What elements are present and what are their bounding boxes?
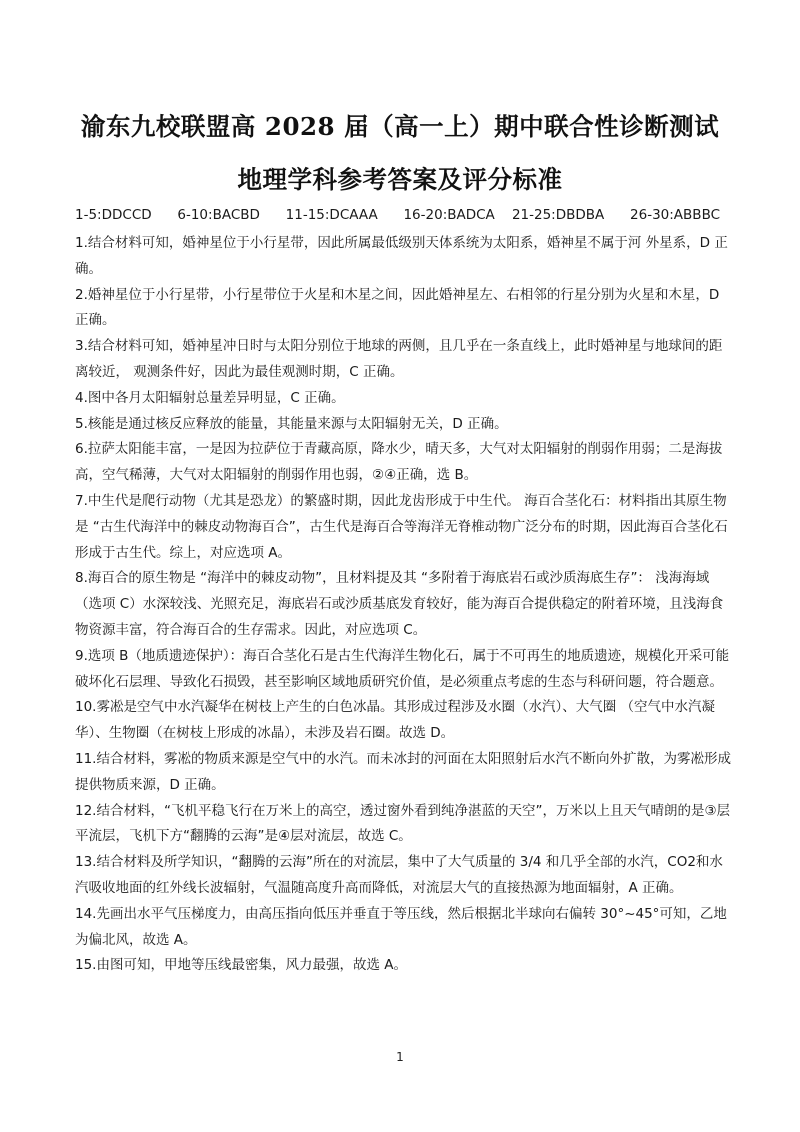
answer-key-line: 1-5:DDCCD 6-10:BACBD 11-15:DCAAA 16-20:BADCA 21-25:DBDBA 26-30:ABBBC: [75, 207, 721, 223]
document-title: 渝东九校联盟高 2028 届（高一上）期中联合性诊断测试: [80, 112, 720, 141]
explanation-paragraph: 7.中生代是爬行动物（尤其是恐龙）的繁盛时期，因此龙齿形成于中生代。 海百合茎化石：材料指出其原生物是 “古生代海洋中的棘皮动物海百合”，古生代是海百合等海洋无脊椎动物广泛分布的时期，因此海百合茎化石形成于古生代。综上，对应选项 A。: [75, 492, 728, 561]
explanation-paragraph: 14.先画出水平气压梯度力，由高压指向低压并垂直于等压线，然后根据北半球向右偏转 30°~45°可知，乙地为偏北风，故选 A。: [75, 905, 727, 948]
explanation-paragraph: 10.雾凇是空气中水汽凝华在树枝上产生的白色冰晶。其形成过程涉及水圈（水汽）、大气圈 （空气中水汽凝华）、生物圈（在树枝上形成的冰晶），未涉及岩石圈。故选 D。: [75, 699, 716, 742]
document-subtitle: 地理学科参考答案及评分标准: [237, 165, 563, 194]
explanation-paragraph: 8.海百合的原生物是 “海洋中的棘皮动物”，且材料提及其 “多附着于海底岩石或沙质海底生存”： 浅海海域（选项 C）水深较浅、光照充足，海底岩石或沙质基底发育较好，能为海百合提供稳定的附着环境，且浅海食物资源丰富，符合海百合的生存需求。因此，对应选项 C。: [75, 570, 724, 638]
page-number: 1: [396, 1050, 404, 1064]
explanation-paragraph: 11.结合材料，雾凇的物质来源是空气中的水汽。而未冰封的河面在太阳照射后水汽不断向外扩散，为雾凇形成提供物质来源，D 正确。: [75, 750, 731, 793]
explanation-paragraph: 6.拉萨太阳能丰富，一是因为拉萨位于青藏高原，降水少，晴天多，大气对太阳辐射的削弱作用弱；二是海拔高，空气稀薄，大气对太阳辐射的削弱作用也弱，②④正确，选 B。: [75, 441, 723, 484]
explanation-paragraph: 4.图中各月太阳辐射总量差异明显，C 正确。: [75, 389, 345, 406]
explanation-paragraph: 15.由图可知，甲地等压线最密集，风力最强，故选 A。: [75, 957, 407, 974]
explanation-paragraph: 3.结合材料可知，婚神星冲日时与太阳分别位于地球的两侧，且几乎在一条直线上，此时婚神星与地球间的距离较近， 观测条件好，因此为最佳观测时期，C 正确。: [75, 338, 723, 380]
explanation-paragraph: 9.选项 B（地质遗迹保护）：海百合茎化石是古生代海洋生物化石，属于不可再生的地质遗迹，规模化开采可能破坏化石层理、导致化石损毁，甚至影响区域地质研究价值，是必须重点考虑的生态与科研问题，符合题意。: [75, 647, 730, 690]
explanation-paragraph: 5.核能是通过核反应释放的能量，其能量来源与太阳辐射无关，D 正确。: [75, 415, 508, 432]
explanation-paragraph: 1.结合材料可知，婚神星位于小行星带，因此所属最低级别天体系统为太阳系，婚神星不属于河 外星系，D 正确。: [75, 235, 728, 277]
explanation-paragraph: 13.结合材料及所学知识，“翻腾的云海”所在的对流层，集中了大气质量的 3/4 和几乎全部的水汽，CO2和水汽吸收地面的红外线长波辐射，气温随高度升高而降低，对流层大气的直接热源为地面辐射，A 正确。: [75, 854, 723, 896]
explanation-paragraph: 12.结合材料，“飞机平稳飞行在万米上的高空，透过窗外看到纯净湛蓝的天空”，万米以上且天气晴朗的是③层平流层，飞机下方“翻腾的云海”是④层对流层，故选 C。: [75, 802, 731, 845]
explanations: [75, 231, 733, 979]
explanation-paragraph: 2.婚神星位于小行星带，小行星带位于火星和木星之间，因此婚神星左、右相邻的行星分别为火星和木星，D 正确。: [75, 286, 720, 329]
